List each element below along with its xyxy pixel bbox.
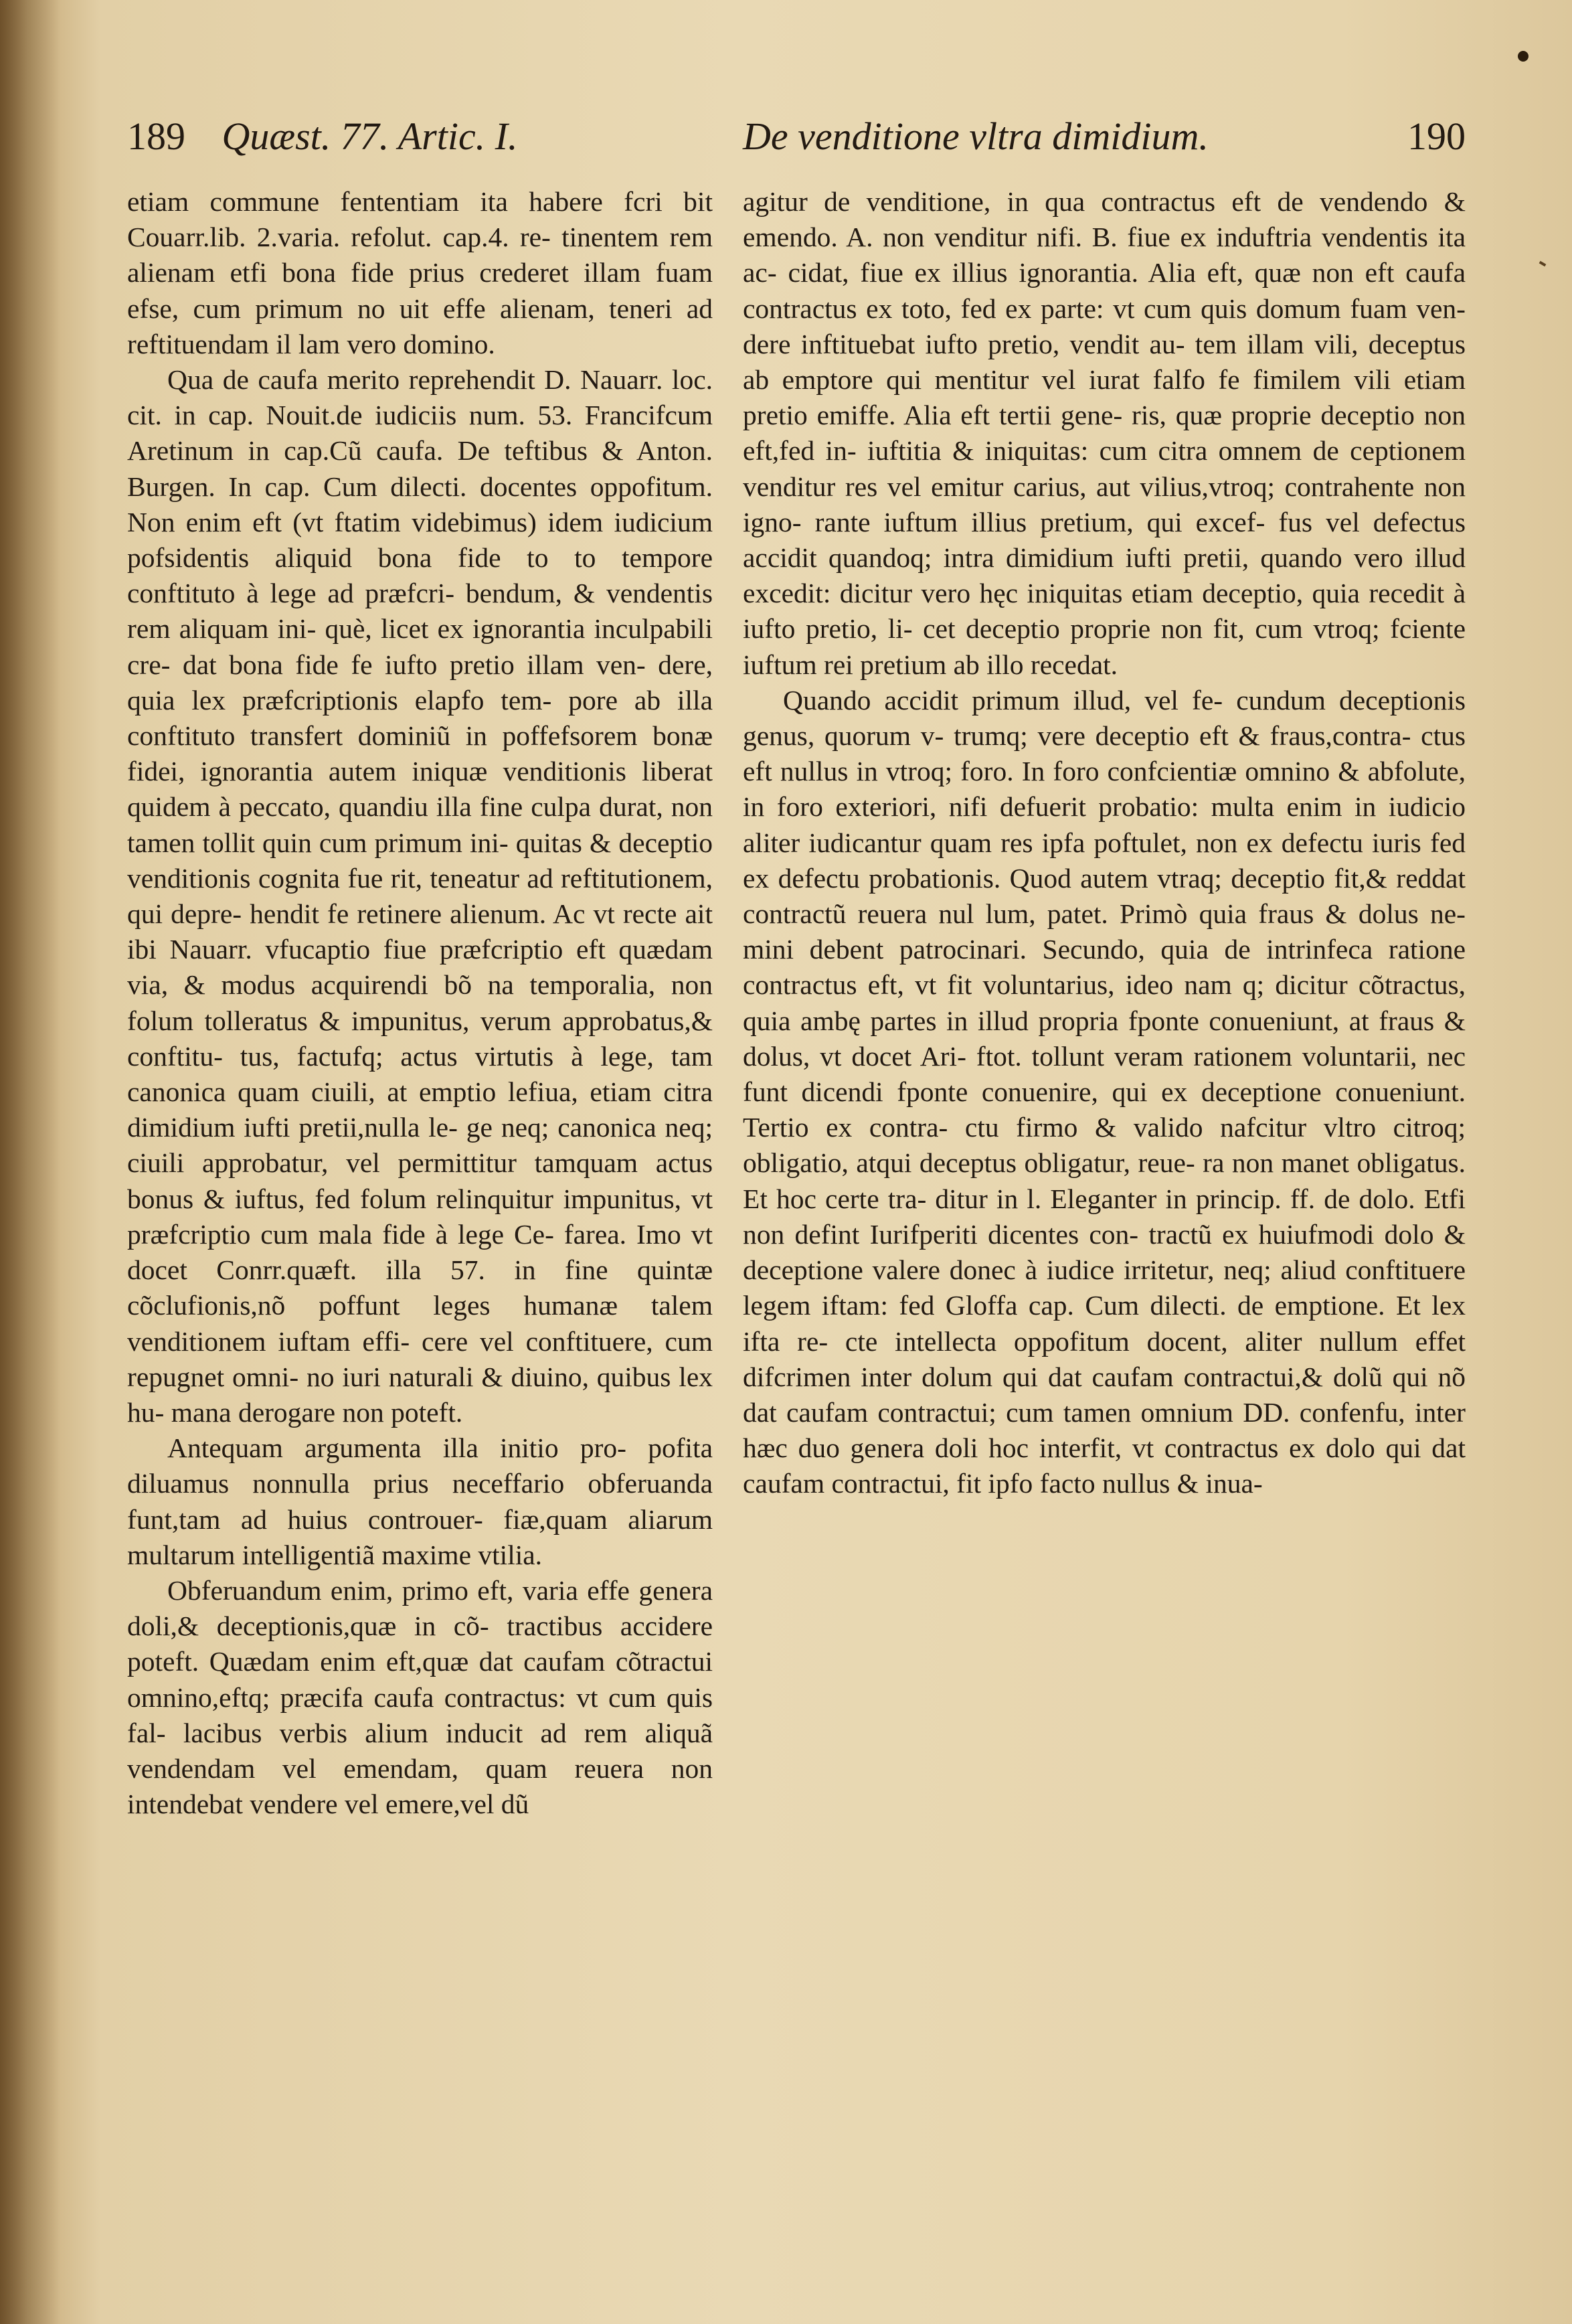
paragraph: agitur de venditione, in qua contractus eft de vendendo & emendo. A. non venditur nifi. B. fiue ex induftria vendentis ita ac- cidat, fiue ex illius ignorantia. Alia eft, quæ non eft caufa contractus ex toto, fed ex parte: vt cum quis domum fuam ven- dere inftituebat iufto pretio, vendit au- tem illam vili, deceptus ab emptore qui mentitur vel iurat falfo fe fimilem vili etiam pretio emiffe. Alia eft tertii gene- ris, quæ proprie deceptio non eft,fed in- iuftitia & iniquitas: cum citra omnem de ceptionem venditur res vel emitur carius, aut vilius,vtroq; contrahente non igno- rante iuftum illius pretium, qui excef- fus vel defectus accidit quandoq; intra dimidium iufti pretii, quando vero illud excedit: dicitur vero hęc iniquitas etiam deceptio, quia recedit à iufto pretio, li- cet deceptio proprie non fit, cum vtroq; fciente iuftum rei pretium ab illo recedat. <box>743 186 1466 680</box>
binding-shadow <box>0 0 60 2324</box>
ink-spot <box>1518 51 1529 62</box>
paper-speck <box>1539 261 1547 266</box>
paragraph: Qua de caufa merito reprehendit D. Nauarr. loc. cit. in cap. Nouit.de iudiciis num. 53. Francifcum Aretinum in cap.Cũ caufa. De teftibus & Anton. Burgen. In cap. Cum dilecti. docentes oppofitum. Non enim eft (vt ftatim videbimus) idem iudicium pofsidentis aliquid bona fide to to tempore conftituto à lege ad præfcri- bendum, & vendentis rem aliquam ini- què, licet ex ignorantia inculpabili cre- dat bona fide fe iufto pretio illam ven- dere, quia lex præfcriptionis elapfo tem- pore ab illa conftituto transfert dominiũ in poffefsorem bonæ fidei, ignorantia autem iniquæ venditionis liberat quidem à peccato, quandiu illa fine culpa durat, non tamen tollit quin cum primum ini- quitas & deceptio venditionis cognita fue rit, teneatur ad reftitutionem, qui depre- hendit fe retinere alienum. Ac vt recte ait ibi Nauarr. vfucaptio fiue præfcriptio eft quædam via, & modus acquirendi bõ na temporalia, non folum tolleratus & impunitus, verum approbatus,& conftitu- tus, factufq; actus virtutis à lege, tam canonica quam ciuili, at emptio lefiua, etiam citra dimidium iufti pretii,nulla le- ge neq; canonica neq; ciuili approbatur, vel permittitur tamquam actus bonus & iuftus, fed folum relinquitur impunitus, vt præfcriptio cum mala fide à lege Ce- farea. Imo vt docet Conrr.quæft. illa 57. in fine quintæ cõclufionis,nõ poffunt leges humanæ talem venditionem iuftam effi- cere vel conftituere, cum repugnet omni- no iuri naturali & diuino, quibus lex hu- mana derogare non poteft. <box>127 364 713 1428</box>
right-running-header <box>743 114 1466 167</box>
paragraph: Quando accidit primum illud, vel fe- cundum deceptionis genus, quorum v- trumq; vere deceptio eft & fraus,contra- ctus eft nullus in vtroq; foro. In foro confcientiæ omnino & abfolute, in foro exteriori, nifi defuerit probatio: multa enim in iudicio aliter iudicantur quam res ipfa poftulet, non ex defectu iuris fed ex defectu probationis. Quod autem vtraq; deceptio fit,& reddat contractũ reuera nul lum, patet. Primò quia fraus & dolus ne- mini debent patrocinari. Secundo, quia de intrinfeca ratione contractus eft, vt fit voluntarius, ideo nam q; dicitur cõtractus, quia ambę partes in illud propria fponte conueniunt, at fraus & dolus, vt docet Ari- ftot. tollunt veram rationem voluntarii, nec funt dicendi fponte conuenire, qui ex deceptione conueniunt. Tertio ex contra- ctu firmo & valido nafcitur vltro citroq; obligatio, atqui deceptus obligatur, reue- ra non manet obligatus. Et hoc certe tra- ditur in l. Eleganter in princip. ff. de dolo. Etfi non defint Iurifperiti dicentes con- tractũ ex huiufmodi dolo & deceptione valere donec à iudice irritetur, neq; aliud conftituere legem iftam: fed Gloffa cap. Cum dilecti. de emptione. Et lex ifta re- cte intellecta oppofitum docent, aliter nullum effet difcrimen inter dolum qui dat caufam contractui,& dolũ qui nõ dat caufam contractui; cum tamen omnium DD. confenfu, inter hæc duo genera doli hoc interfit, vt contractus ex dolo qui dat caufam contractui, fit ipfo facto nullus & inua- <box>743 684 1466 1499</box>
paragraph: Obferuandum enim, primo eft, varia effe genera doli,& deceptionis,quæ in cõ- tractibus accidere poteft. Quædam enim eft,quæ dat caufam cõtractui omnino,eftq; præcifa caufa contractus: vt cum quis fal- lacibus verbis alium inducit ad rem aliquã vendendam vel emendam, quam reuera non intendebat vendere vel emere,vel dũ <box>127 1574 713 1820</box>
left-page-number: 189 <box>127 114 185 158</box>
right-running-head: De venditione vltra dimidium. <box>743 114 1209 158</box>
paragraph: etiam commune fententiam ita habere fcri bit Couarr.lib. 2.varia. refolut. cap.4. re- tinentem rem alienam etfi bona fide prius crederet illam fuam efse, cum primum no uit effe alienam, teneri ad reftituendam il lam vero domino. <box>127 186 713 359</box>
left-running-head: Quæst. 77. Artic. I. <box>222 114 518 158</box>
left-running-header <box>127 114 696 167</box>
paragraph: Antequam argumenta illa initio pro- pofita diluamus nonnulla prius neceffario obferuanda funt,tam ad huius controuer- fiæ,quam aliarum multarum intelligentiã maxime vtilia. <box>127 1432 713 1570</box>
right-page-number: 190 <box>1407 114 1466 158</box>
right-text-column <box>743 184 1466 1502</box>
left-text-column <box>127 184 713 1822</box>
